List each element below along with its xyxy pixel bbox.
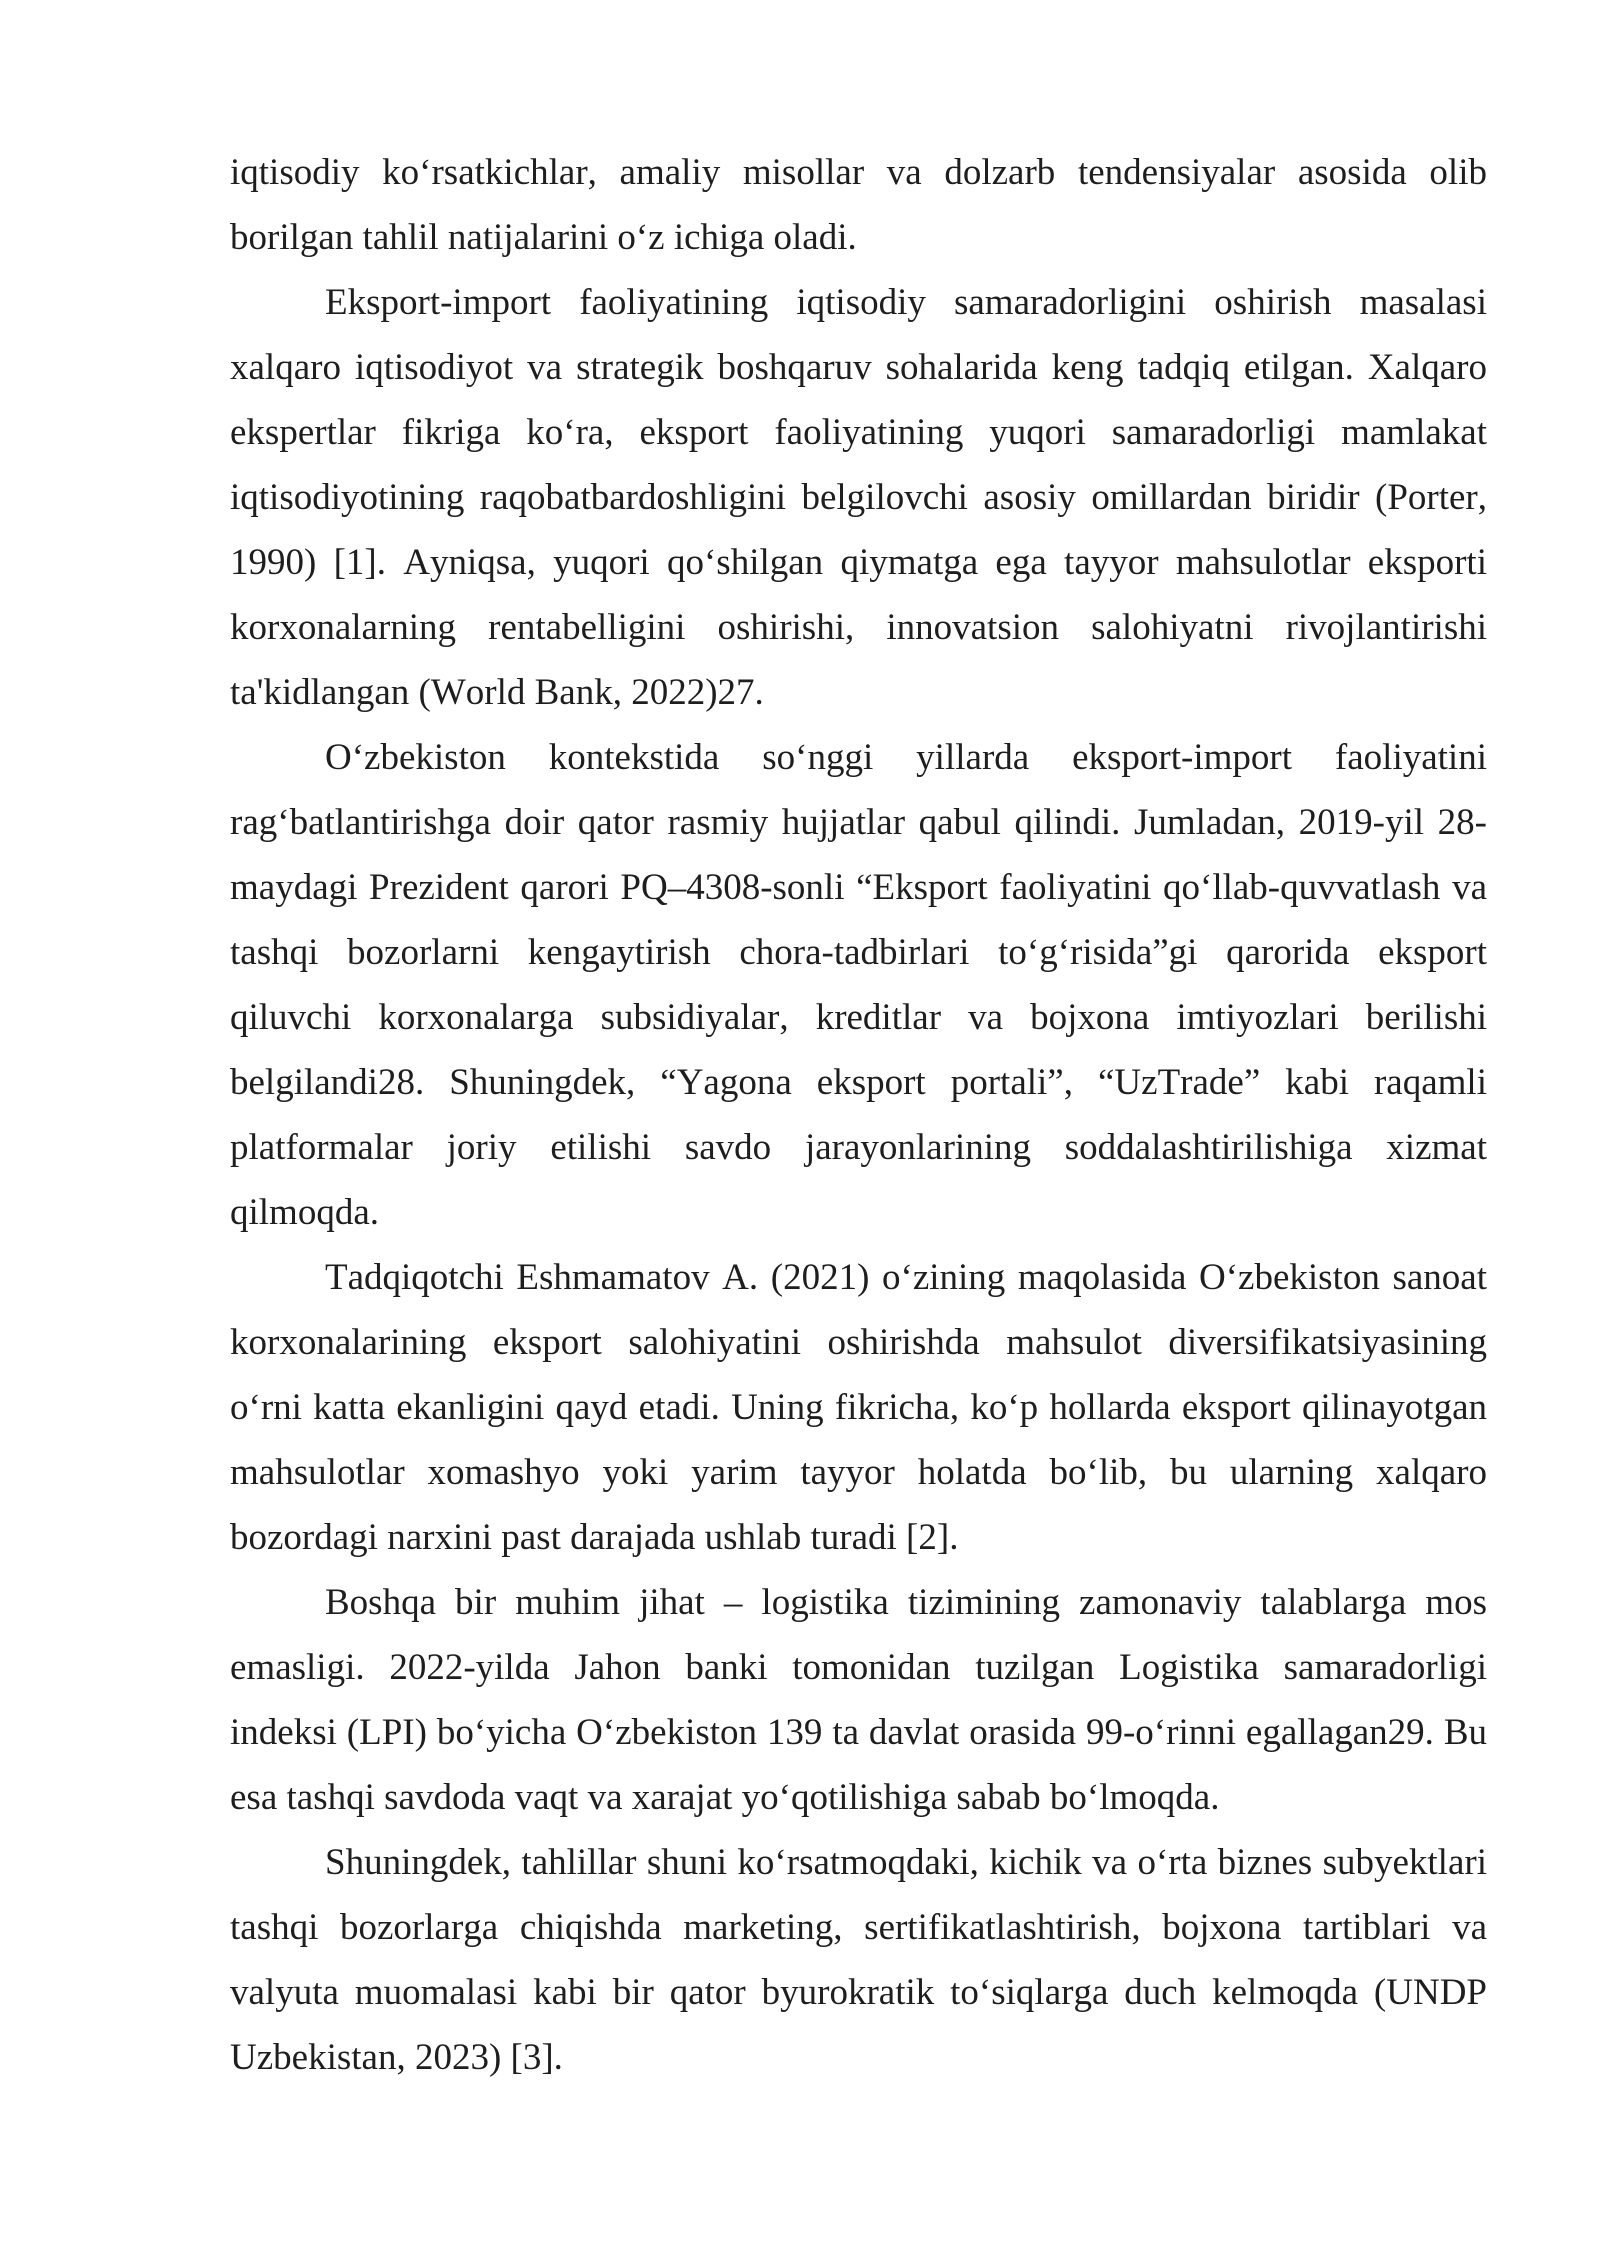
text-line: Uzbekistan, 2023) [3]. [230, 2037, 563, 2078]
text-line: Boshqa bir muhim jihat – logistika tizimining zamonaviy talablarga mos [325, 1582, 1487, 1623]
paragraph [230, 140, 1487, 270]
text-line: qiluvchi korxonalarga subsidiyalar, kreditlar va bojxona imtiyozlari berilishi [230, 997, 1487, 1038]
text-line: indeksi (LPI) bo‘yicha O‘zbekiston 139 ta davlat orasida 99-o‘rinni egallagan29. Bu [230, 1712, 1487, 1753]
text-line: tashqi bozorlarni kengaytirish chora-tadbirlari to‘g‘risida”gi qarorida eksport [230, 932, 1487, 973]
text-line: borilgan tahlil natijalarini o‘z ichiga oladi. [230, 217, 857, 258]
text-line: tashqi bozorlarga chiqishda marketing, sertifikatlashtirish, bojxona tartiblari va [230, 1907, 1487, 1948]
text-line: maydagi Prezident qarori PQ–4308-sonli “Eksport faoliyatini qo‘llab-quvvatlash va [230, 867, 1487, 908]
text-line: o‘rni katta ekanligini qayd etadi. Uning fikricha, ko‘p hollarda eksport qilinayotgan [230, 1387, 1487, 1428]
body-text [230, 140, 1487, 2090]
text-line: ta'kidlangan (World Bank, 2022)27. [230, 672, 764, 713]
text-line: belgilandi28. Shuningdek, “Yagona eksport portali”, “UzTrade” kabi raqamli [230, 1062, 1487, 1103]
text-line: valyuta muomalasi kabi bir qator byurokratik to‘siqlarga duch kelmoqda (UNDP [230, 1972, 1487, 2013]
text-line: Shuningdek, tahlillar shuni ko‘rsatmoqdaki, kichik va o‘rta biznes subyektlari [325, 1842, 1487, 1883]
text-line: O‘zbekiston kontekstida so‘nggi yillarda eksport-import faoliyatini [325, 737, 1487, 778]
text-line: korxonalarning rentabelligini oshirishi, innovatsion salohiyatni rivojlantirishi [230, 607, 1487, 648]
text-line: iqtisodiy ko‘rsatkichlar, amaliy misollar va dolzarb tendensiyalar asosida olib [230, 152, 1487, 193]
text-line: iqtisodiyotining raqobatbardoshligini belgilovchi asosiy omillardan biridir (Porter, [230, 477, 1487, 518]
text-line: Eksport-import faoliyatining iqtisodiy samaradorligini oshirish masalasi [325, 282, 1487, 323]
text-line: platformalar joriy etilishi savdo jarayonlarining soddalashtirilishiga xizmat [230, 1127, 1487, 1168]
text-line: 1990) [1]. Ayniqsa, yuqori qo‘shilgan qiymatga ega tayyor mahsulotlar eksporti [230, 542, 1487, 583]
text-line: xalqaro iqtisodiyot va strategik boshqaruv sohalarida keng tadqiq etilgan. Xalqaro [230, 347, 1487, 388]
text-line: ekspertlar fikriga ko‘ra, eksport faoliyatining yuqori samaradorligi mamlakat [230, 412, 1487, 453]
text-line: qilmoqda. [230, 1192, 380, 1233]
text-line: mahsulotlar xomashyo yoki yarim tayyor holatda bo‘lib, bu ularning xalqaro [230, 1452, 1487, 1493]
paragraph [230, 1570, 1487, 1830]
paragraph [230, 725, 1487, 1245]
text-line: emasligi. 2022-yilda Jahon banki tomonidan tuzilgan Logistika samaradorligi [230, 1647, 1487, 1688]
text-line: esa tashqi savdoda vaqt va xarajat yo‘qotilishiga sabab bo‘lmoqda. [230, 1777, 1220, 1818]
text-line: rag‘batlantirishga doir qator rasmiy hujjatlar qabul qilindi. Jumladan, 2019-yil 28- [230, 802, 1487, 843]
paragraph [230, 1245, 1487, 1570]
paragraph [230, 270, 1487, 725]
paragraph [230, 1830, 1487, 2090]
text-line: korxonalarining eksport salohiyatini oshirishda mahsulot diversifikatsiyasining [230, 1322, 1487, 1363]
text-line: bozordagi narxini past darajada ushlab turadi [2]. [230, 1517, 959, 1558]
text-line: Tadqiqotchi Eshmamatov A. (2021) o‘zining maqolasida O‘zbekiston sanoat [325, 1257, 1487, 1298]
